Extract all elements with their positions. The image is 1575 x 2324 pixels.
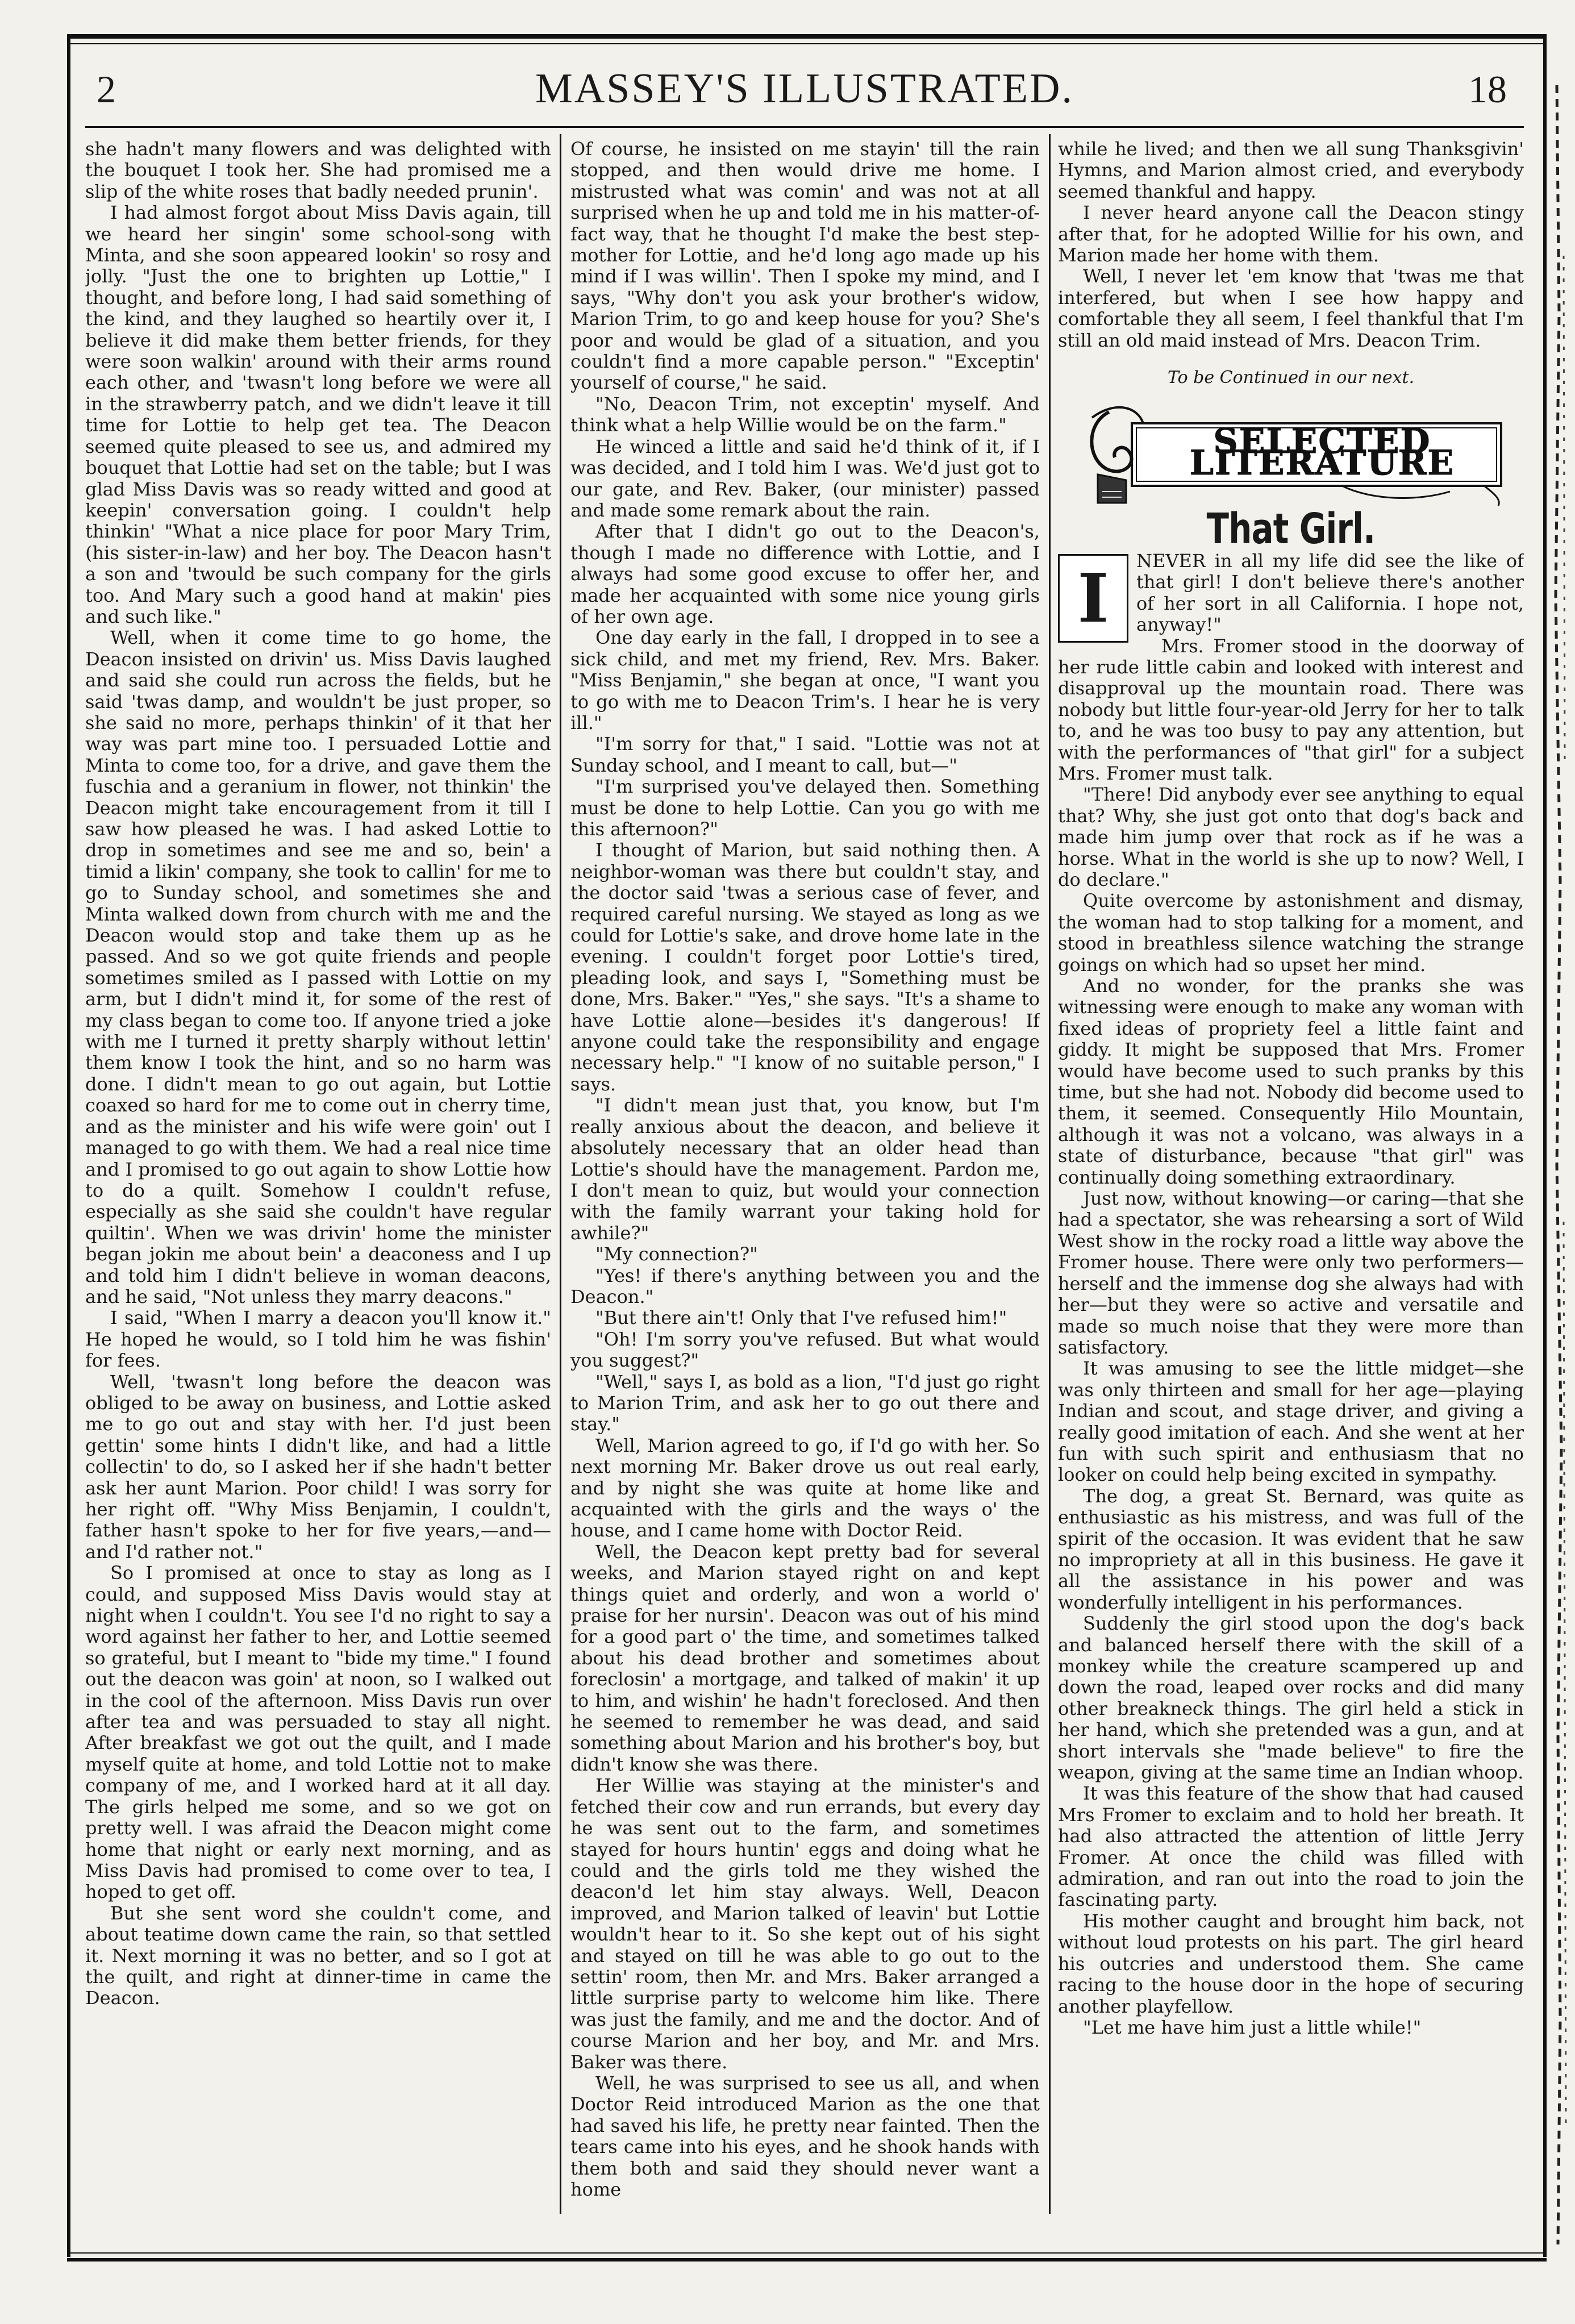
banner-lettering: SELECTED LITERATURE	[1189, 422, 1455, 483]
paragraph: Quite overcome by astonishment and dismay, the woman had to stop talking for a moment, and stood in breathless silence watching the strange goings on which had so upset her mind.	[1058, 890, 1524, 976]
paragraph: Mrs. Fromer stood in the doorway of her rude little cabin and looked with interest and disapproval up the mountain road. There was nobody but little four-year-old Jerry for her to talk to, and he was too busy to pay any attention, but with the performances of "that girl" for a subject Mrs. Fromer must talk.	[1058, 635, 1524, 784]
paragraph: "Let me have him just a little while!"	[1083, 2016, 1422, 2038]
paragraph: while he lived; and then we all sung Thanksgivin' Hymns, and Marion almost cried, and everybody seemed thankful and happy.	[1058, 139, 1524, 202]
paragraph: His mother caught and brought him back, not without loud protests on his part. The girl heard his outcries and understood them. She came racing to the house door in the hope of securing another playfellow.	[1058, 1910, 1524, 2017]
paragraph: Well, I never let 'em know that 'twas me that interfered, but when I see how happy and comfortable they all seem, I feel thankful that I'm still an old maid instead of Mrs. Deacon Trim.	[1058, 265, 1524, 351]
paragraph: Her Willie was staying at the minister's and fetched their cow and run errands, but every day he was sent out to the farm, and sometimes stayed for hours huntin' eggs and doing what he could and the girls told me they wished the deacon'd let him stay always. Well, Deacon improved, and Marion talked of leavin' but Lottie wouldn't hear to it. So she kept out of his sight and stayed on till he was able to go out to the settin' room, then Mr. and Mrs. Baker arranged a little surprise party to welcome him like. There was just the family, and me and the doctor. And of course Marion and her boy, and Mr. and Mrs. Baker was there.	[570, 1775, 1040, 2073]
story-first-text: NEVER in all my life did see the like of that girl! I don't believe there's another of her sort in all California. I hope not, anyway!"	[1136, 549, 1524, 636]
paragraph: "I'm surprised you've delayed then. Something must be done to help Lottie. Can you go with me this afternoon?"	[570, 776, 1040, 840]
paragraph: I never heard anyone call the Deacon stingy after that, for he adopted Willie for his own, and Marion made her home with them.	[1058, 202, 1524, 266]
paragraph: It was amusing to see the little midget—she was only thirteen and small for her age—playing Indian and scout, and stage driver, and giving a really good imitation of each. And she went at her fun with such spirit and enthusiasm that no looker on could help being excited in sympathy.	[1058, 1357, 1524, 1486]
paragraph: The dog, a great St. Bernard, was quite as enthusiastic as his mistress, and was full of the spirit of the occasion. It was evident that he saw no impropriety at all in this business. He gave it all the assistance in his power and was wonderfully intelligent in his performances.	[1058, 1485, 1524, 1613]
page-header	[85, 57, 1524, 125]
paragraph: Well, 'twasn't long before the deacon was obliged to be away on business, and Lottie asked me to go out and stay with her. I'd just been gettin' some hints I didn't like, and had a little collectin' to do, so I asked her if she hadn't better ask her aunt Marion. Poor child! I was sorry for her right off. "Why Miss Benjamin, I couldn't, father hasn't spoke to her for five years,—and—and I'd rather not."	[85, 1371, 551, 1563]
paragraph: But she sent word she couldn't come, and about teatime down came the rain, so that settled it. Next morning it was no better, and so I got at the quilt, and right at dinner-time in came the Deacon.	[85, 1902, 551, 2009]
paragraph: He winced a little and said he'd think of it, if I was decided, and I told him I was. We'd just got to our gate, and Rev. Baker, (our minister) passed and made some remark about the rain.	[570, 435, 1040, 521]
paragraph: "Yes! if there's anything between you and the Deacon."	[570, 1264, 1040, 1307]
column-rule-2	[1049, 134, 1051, 2214]
column-2	[570, 139, 1040, 2213]
bottom-border-thin	[67, 2252, 1547, 2254]
paragraph: "Oh! I'm sorry you've refused. But what would you suggest?"	[570, 1328, 1040, 1372]
paragraph: So I promised at once to stay as long as I could, and supposed Miss Davis would stay at night when I couldn't. You see I'd no right to say a word against her father to her, and Lottie seemed so grateful, but I meant to "bide my time." I found out the deacon was goin' at noon, so I walked out in the cool of the afternoon. Miss Davis run over after tea and was persuaded to stay all night. After breakfast we got out the quilt, and I made myself quite at home, and told Lottie not to make company of me, and I worked hard at it all day. The girls helped me some, and so we got on pretty well. I was afraid the Deacon might come home that night or early next morning, and as Miss Davis had promised to come over to tea, I hoped to get off.	[85, 1562, 551, 1903]
column-rule-1	[560, 134, 561, 2214]
paragraph: After that I didn't go out to the Deacon's, though I made no difference with Lottie, and I always had some good excuse to offer her, and made her acquainted with some nice young girls of her own age.	[570, 520, 1040, 627]
right-border	[1543, 34, 1547, 2257]
top-border	[67, 34, 1547, 39]
story-title: That Girl.	[1206, 505, 1376, 554]
paragraph: Well, the Deacon kept pretty bad for several weeks, and Marion stayed right on and kept things quiet and orderly, and won a world o' praise for her nursin'. Deacon was out of his mind for a good part o' the time, and sometimes talked about his dead brother and sometimes about foreclosin' a mortgage, and talked of makin' it up to him, and wishin' he hadn't foreclosed. And then he seemed to remember he was dead, and said something about Marion and his brother's boy, but didn't know she was there.	[570, 1540, 1040, 1775]
paragraph: "I'm sorry for that," I said. "Lottie was not at Sunday school, and I meant to call, but—"	[570, 733, 1040, 776]
drop-cap: I	[1058, 554, 1128, 643]
paragraph: And no wonder, for the pranks she was witnessing were enough to make any woman with fixed ideas of propriety feel a little faint and giddy. It might be supposed that Mrs. Fromer would have become used to such pranks by this time, but she had not. Nobody did become used to them, it seemed. Consequently Hilo Mountain, although it was not a volcano, was always in a state of disturbance, because "that girl" was continually doing something extraordinary.	[1058, 975, 1524, 1188]
paragraph: Suddenly the girl stood upon the dog's back and balanced herself there with the skill of a monkey while the creature scampered up and down the road, leaped over rocks and did many other breakneck things. The girl held a stick in her hand, which she pretended was a gun, and at short intervals she "made believe" to fire the weapon, giving at the same time an Indian whoop.	[1058, 1613, 1524, 1784]
column-3	[1058, 139, 1524, 2213]
paragraph: "There! Did anybody ever see anything to equal that? Why, she just got onto that dog's back and made him jump over that rock as if he was a horse. What in the world is she up to now? Well, I do declare."	[1058, 784, 1524, 890]
paragraph: Well, Marion agreed to go, if I'd go with her. So next morning Mr. Baker drove us out real early, and by night she was quite at home like and acquainted with the girls and the ways o' the house, and I came home with Doctor Reid.	[570, 1434, 1040, 1542]
bottom-border	[67, 2258, 1547, 2261]
page-number-right: 18	[1468, 68, 1507, 111]
paragraph: Well, he was surprised to see us all, and when Doctor Reid introduced Marion as the one that had saved his life, he pretty near fainted. Then the tears came into his eyes, and he shook hands with them both and said they should never want a home	[570, 2072, 1040, 2200]
header-rule	[85, 126, 1524, 128]
page-number-left: 2	[97, 68, 116, 111]
left-border	[67, 34, 70, 2257]
top-border-thin	[67, 43, 1547, 44]
paragraph: "I didn't mean just that, you know, but I'm really anxious about the deacon, and believe it absolutely necessary that an older head than Lottie's should have the management. Pardon me, I don't mean to quiz, but would your connection with the family warrant your taking hold for awhile?"	[570, 1094, 1040, 1244]
paragraph: Well, when it come time to go home, the Deacon insisted on drivin' us. Miss Davis laughed and said she could run across the fields, but he said 'twas damp, and wouldn't be just proper, so she said no more, perhaps thinkin' of it that her way was part mine too. I persuaded Lottie and Minta to come too, for a drive, and gave them the fuschia and a geranium in flower, not thinkin' the Deacon might take encouragement from it till I saw how pleased he was. I had asked Lottie to drop in sometimes and see me and so, bein' a timid a likin' company, she took to callin' for me to go to Sunday school, and sometimes she and Minta walked down from church with me and the Deacon would stop and take them up as he passed. And so we got quite friends and people sometimes smiled as I passed with Lottie on my arm, but I didn't mind it, for some of the rest of my class began to come too. If anyone tried a joke with me I turned it pretty sharply without lettin' them know I took the hint, and so no harm was done. I didn't mean to go out again, but Lottie coaxed so hard for me to come out in cherry time, and as the minister and his wife were goin' out I managed to go with them. We had a real nice time and I promised to go out again to show Lottie how to do a quilt. Somehow I couldn't refuse, especially as she said she couldn't have regular quiltin'. When we was drivin' home the minister began jokin me about bein' a deaconess and I up and told him I didn't believe in woman deacons, and he said, "Not unless they marry deacons."	[85, 627, 551, 1307]
continued-note: To be Continued in our next.	[1167, 368, 1415, 388]
paragraph: Just now, without knowing—or caring—that she had a spectator, she was rehearsing a sort of Wild West show in the rocky road a little way above the Fromer house. There were only two performers—herself and the immense dog she always had with her—but they were so active and versatile and made so much noise that they were more than satisfactory.	[1058, 1188, 1524, 1358]
story-opening	[1058, 551, 1524, 636]
paragraph: "But there ain't! Only that I've refused him!"	[595, 1307, 1007, 1329]
column-1	[85, 139, 551, 2213]
masthead-title: MASSEY'S ILLUSTRATED.	[535, 65, 1074, 112]
selected-literature-banner	[1075, 401, 1507, 509]
paragraph: I said, "When I marry a deacon you'll know it." He hoped he would, so I told him he was fishin' for fees.	[85, 1307, 551, 1372]
page-edge-bleed-icon	[1551, 85, 1570, 2244]
paragraph: "My connection?"	[595, 1243, 758, 1265]
paragraph: "Well," says I, as bold as a lion, "I'd just go right to Marion Trim, and ask her to go out there and stay."	[570, 1371, 1040, 1435]
paragraph: I thought of Marion, but said nothing then. A neighbor-woman was there but couldn't stay, and the doctor said 'twas a serious case of fever, and required careful nursing. We stayed as long as we could for Lottie's sake, and drove home late in the evening. I couldn't forget poor Lottie's tired, pleading look, and says I, "Something must be done, Mrs. Baker." "Yes," she says. "It's a shame to have Lottie alone—besides it's dangerous! If anyone could take the responsibility and engage necessary help." "I know of no suitable person," I says.	[570, 839, 1040, 1095]
paragraph: she hadn't many flowers and was delighted with the bouquet I took her. She had promised me a slip of the white roses that badly needed prunin'.	[85, 139, 551, 202]
paragraph: I had almost forgot about Miss Davis again, till we heard her singin' some school-song with Minta, and she soon appeared lookin' so rosy and jolly. "Just the one to brighten up Lottie," I thought, and before long, I had said something of the kind, and they laughed so heartily over it, I believe it did make them better friends, for they were soon walkin' around with their arms round each other, and 'twasn't long before we were all in the strawberry patch, and we didn't leave it till time for Lottie to help get tea. The Deacon seemed quite pleased to see us, and admired my bouquet that Lottie had set on the table; but I was glad Miss Davis was so ready witted and good at keepin' conversation going. I couldn't help thinkin' "What a nice place for poor Mary Trim, (his sister-in-law) and her boy. The Deacon hasn't a son and 'twould be such company for the girls too. And Mary such a good hand at makin' pies and such like."	[85, 202, 551, 627]
paragraph: One day early in the fall, I dropped in to see a sick child, and met my friend, Rev. Mrs. Baker. "Miss Benjamin," she began at once, "I want you to go with me to Deacon Trim's. I hear he is very ill."	[570, 627, 1040, 734]
paragraph: Of course, he insisted on me stayin' till the rain stopped, and then would drive me home. I mistrusted what was comin' and was not at all surprised when he up and told me in his matter-of-fact way, that he thought I'd make the best step-mother for Lottie, and he'd long ago made up his mind if I was willin'. Then I spoke my mind, and I says, "Why don't you ask your brother's widow, Marion Trim, to go and keep house for you? She's poor and would be glad of a situation, and you couldn't find a more capable person." "Exceptin' yourself of course," he said.	[570, 139, 1040, 394]
paragraph: "No, Deacon Trim, not exceptin' myself. And think what a help Willie would be on the farm."	[570, 393, 1040, 436]
paragraph: It was this feature of the show that had caused Mrs Fromer to exclaim and to hold her breath. It had also attracted the attention of little Jerry Fromer. At once the child was filled with admiration, and ran out into the road to join the fascinating party.	[1058, 1782, 1524, 1911]
